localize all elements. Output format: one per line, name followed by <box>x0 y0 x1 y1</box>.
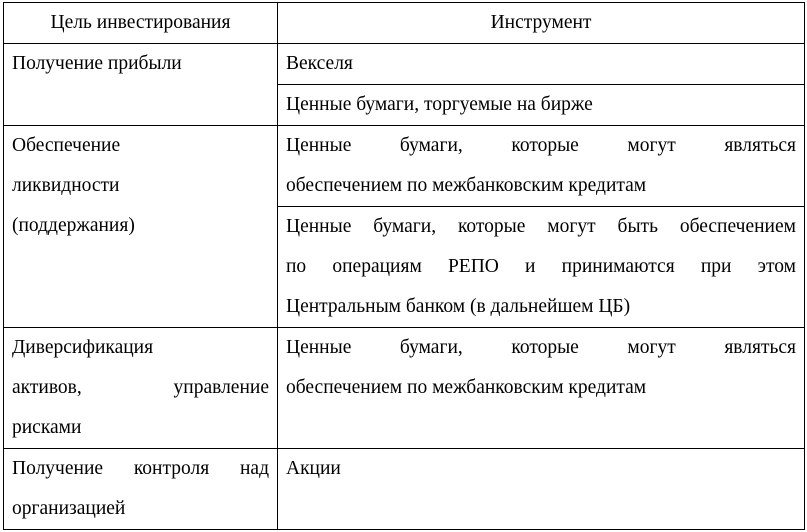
goal-line: рисками <box>12 417 82 438</box>
instrument-line: Центральным банком (в дальнейшем ЦБ) <box>286 296 631 317</box>
goal-line: Обеспечение <box>12 135 121 156</box>
header-goal: Цель инвестирования <box>4 3 278 44</box>
instrument-line: Векселя <box>286 53 353 74</box>
goal-cell-profit <box>4 44 278 126</box>
table-row <box>4 126 805 207</box>
goal-line: Получение прибыли <box>12 53 182 74</box>
instrument-cell-interbank-collateral-2 <box>278 328 805 449</box>
goal-cell-control <box>4 449 278 530</box>
instrument-line: Акции <box>286 458 341 479</box>
table-row <box>4 449 805 530</box>
header-instrument: Инструмент <box>278 3 805 44</box>
instrument-cell-shares <box>278 449 805 530</box>
table-header-row <box>4 3 805 44</box>
table-row <box>4 44 805 85</box>
goal-line: организацией <box>12 498 126 519</box>
instrument-line: Ценные бумаги, которые могут являться <box>286 135 796 156</box>
instrument-line: обеспечением по межбанковским кредитам <box>286 175 647 196</box>
goal-cell-liquidity <box>4 126 278 328</box>
investment-goals-table <box>3 2 805 530</box>
instrument-line: по операциям РЕПО и принимаются при этом <box>286 256 796 277</box>
instrument-line: Ценные бумаги, которые могут быть обеспечением <box>286 216 796 237</box>
instrument-cell-bills <box>278 44 805 85</box>
instrument-line: Ценные бумаги, торгуемые на бирже <box>286 94 593 115</box>
goal-line: ликвидности <box>12 175 120 196</box>
goal-line: (поддержания) <box>12 215 135 236</box>
table-row <box>4 328 805 449</box>
goal-line: активов, управление <box>12 377 269 398</box>
goal-line: Получение контроля над <box>12 458 269 479</box>
instrument-line: обеспечением по межбанковским кредитам <box>286 377 647 398</box>
goal-cell-diversification <box>4 328 278 449</box>
instrument-line: Ценные бумаги, которые могут являться <box>286 337 796 358</box>
instrument-cell-interbank-collateral <box>278 126 805 207</box>
instrument-cell-exchange-securities <box>278 85 805 126</box>
instrument-cell-repo-collateral <box>278 207 805 328</box>
goal-line: Диверсификация <box>12 337 154 358</box>
